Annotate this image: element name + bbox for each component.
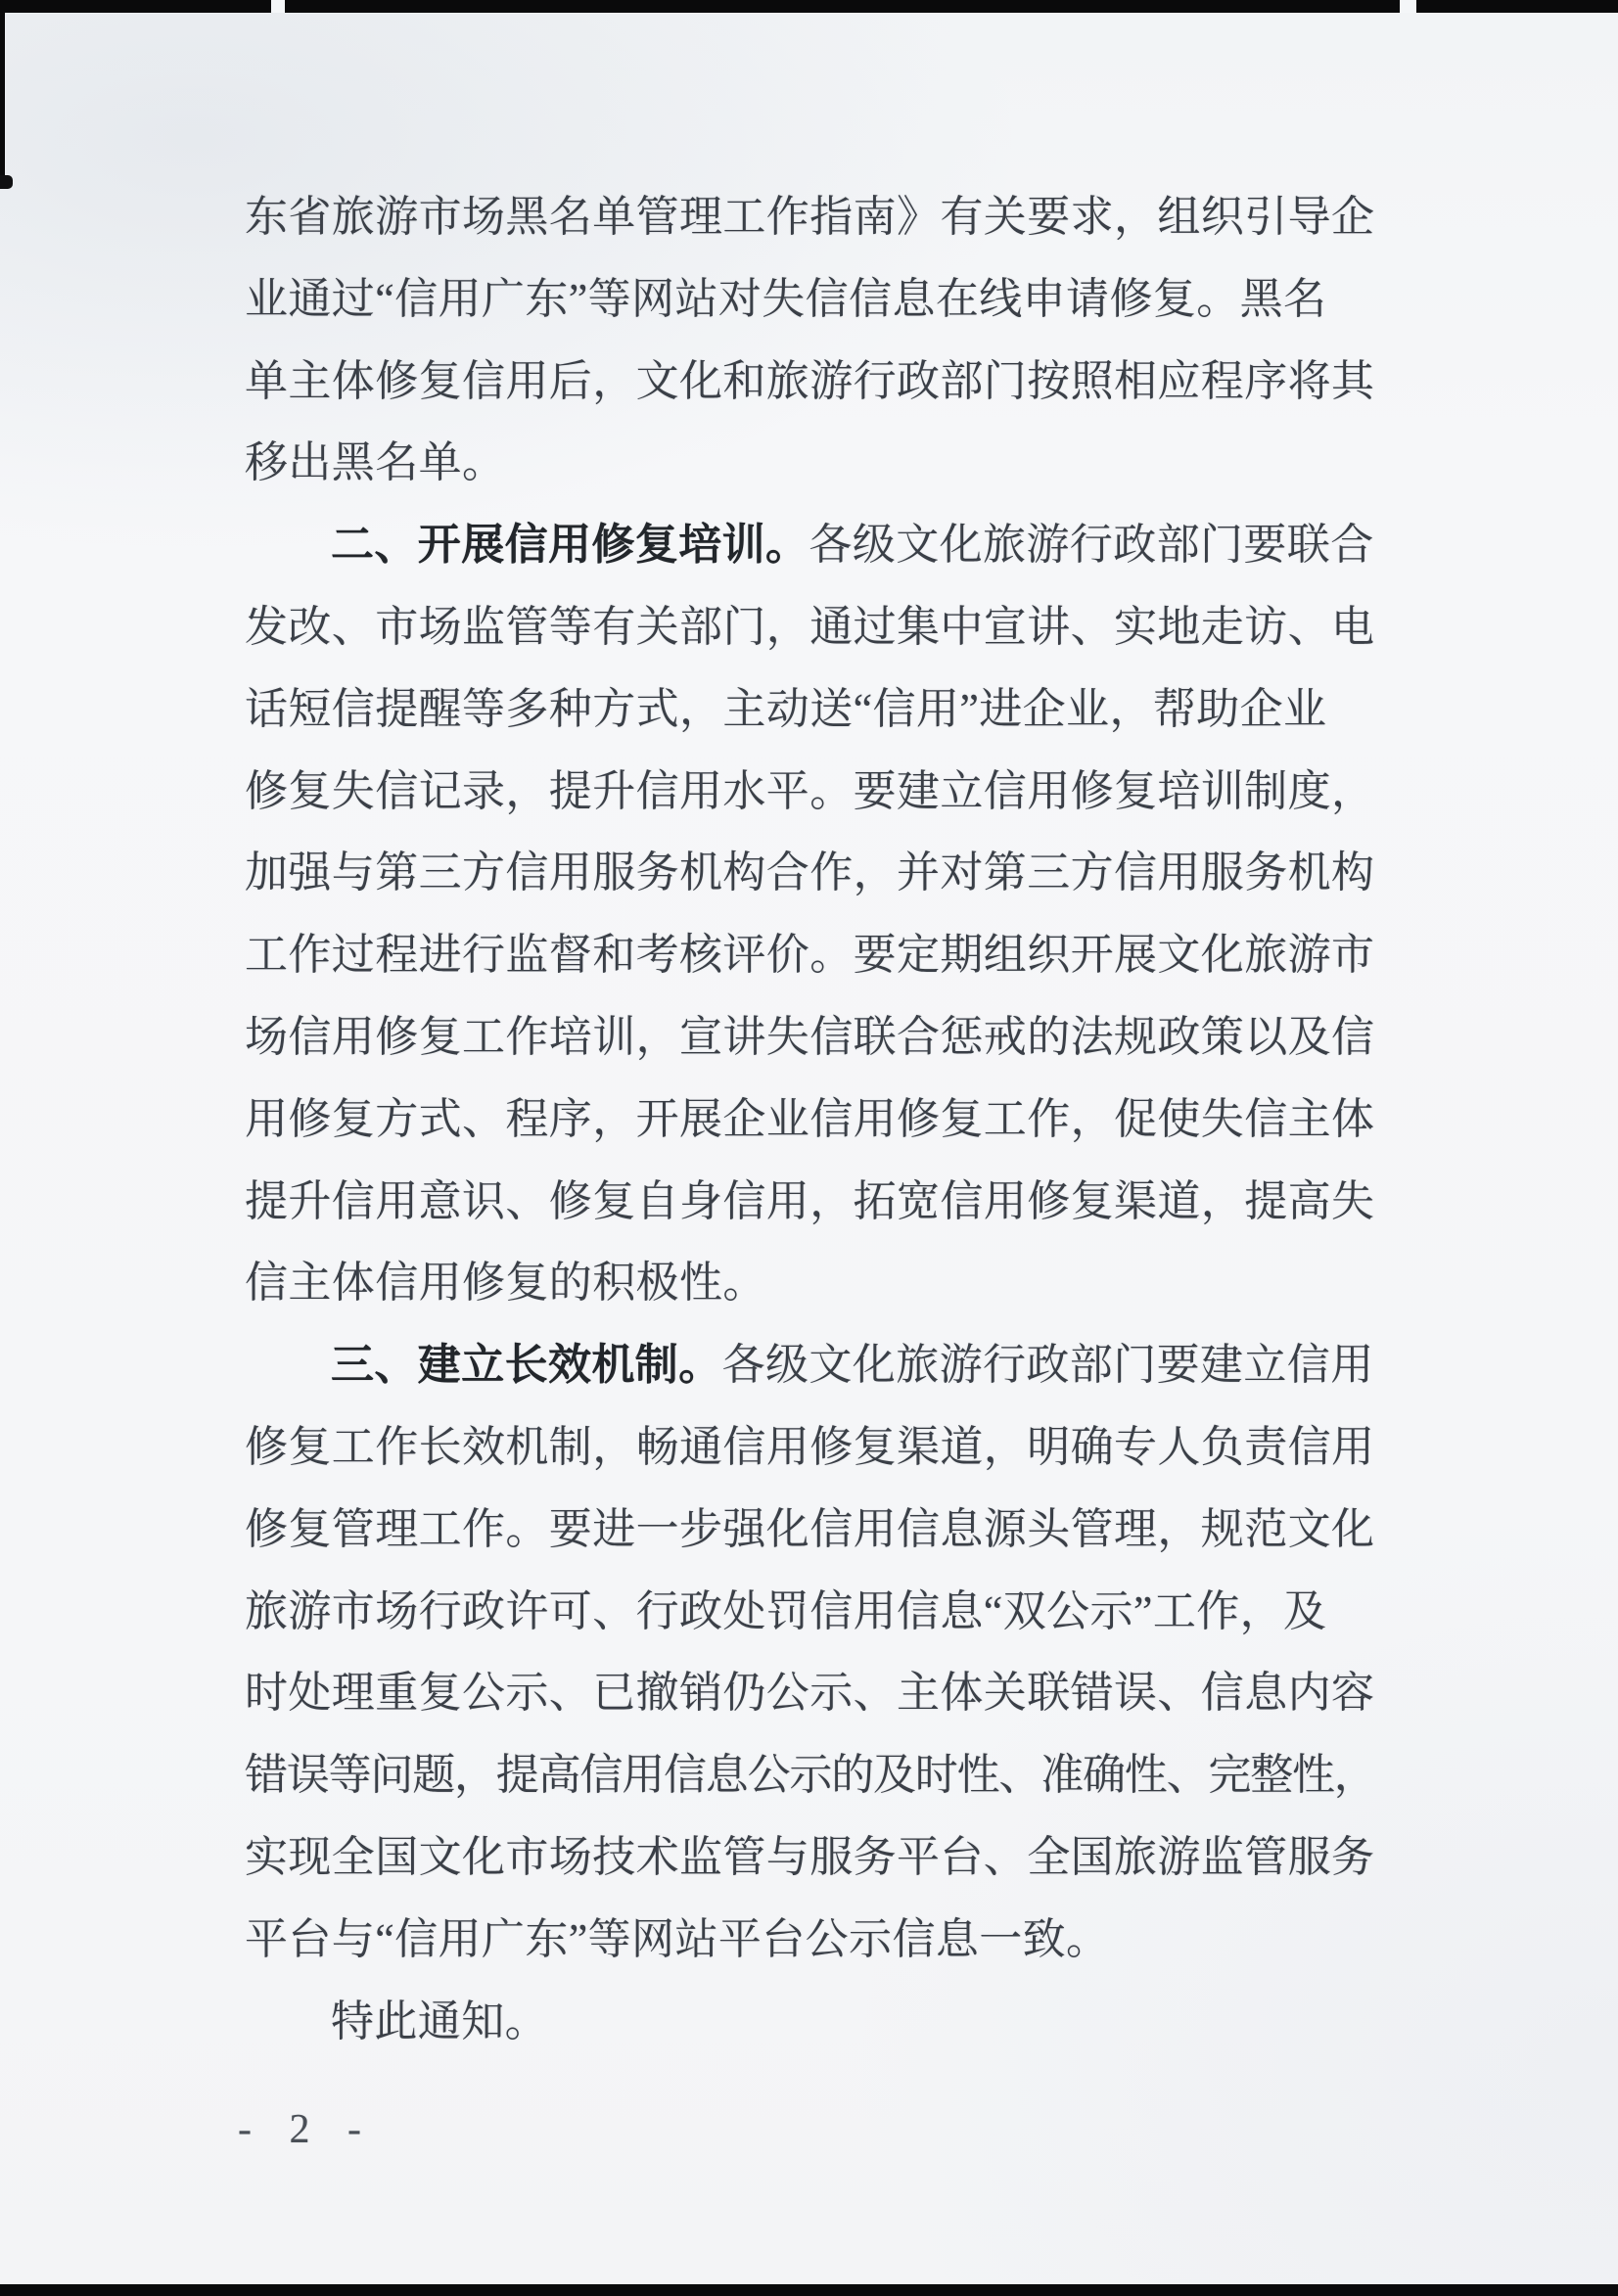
- scan-artifact-left-mark: [0, 175, 13, 189]
- scan-artifact-top-notch: [271, 0, 285, 13]
- document-line: 用修复方式、程序，开展企业信用修复工作，促使失信主体: [245, 1094, 1375, 1143]
- document-line: 修复管理工作。要进一步强化信用信息源头管理，规范文化: [245, 1504, 1375, 1553]
- page-number: - 2 -: [238, 2107, 367, 2152]
- closing-line: 特此通知。: [331, 1997, 548, 2045]
- document-line: 工作过程进行监督和考核评价。要定期组织开展文化旅游市: [245, 931, 1375, 980]
- document-line: 话短信提醒等多种方式，主动送“信用”进企业，帮助企业: [245, 684, 1327, 733]
- document-line: 提升信用意识、修复自身信用，拓宽信用修复渠道，提高失: [245, 1176, 1375, 1225]
- document-line: 单主体修复信用后，文化和旅游行政部门按照相应程序将其: [245, 356, 1375, 405]
- document-line: 东省旅游市场黑名单管理工作指南》有关要求，组织引导企: [245, 193, 1375, 241]
- document-line: 时处理重复公示、已撤销仍公示、主体关联错误、信息内容: [245, 1669, 1375, 1718]
- document-line: 信主体信用修复的积极性。: [245, 1259, 766, 1308]
- document-line: 实现全国文化市场技术监管与服务平台、全国旅游监管服务: [245, 1832, 1375, 1881]
- line-text: 各级文化旅游行政部门要建立信用: [721, 1341, 1374, 1390]
- scan-artifact-left-edge: [0, 0, 5, 188]
- line-text: 各级文化旅游行政部门要联合: [809, 521, 1374, 570]
- document-line: [245, 1324, 1410, 1406]
- document-body: [245, 176, 1410, 2062]
- document-line: 移出黑名单。: [245, 438, 506, 487]
- document-line: 业通过“信用广东”等网站对失信信息在线申请修复。黑名: [245, 274, 1327, 323]
- document-line: 发改、市场监管等有关部门，通过集中宣讲、实地走访、电: [245, 602, 1375, 651]
- document-line: 修复失信记录，提升信用水平。要建立信用修复培训制度，: [245, 766, 1375, 815]
- scan-artifact-top-edge: [0, 0, 1618, 13]
- document-line: 旅游市场行政许可、行政处罚信用信息“双公示”工作，及: [245, 1586, 1327, 1635]
- section-2-heading: 二、开展信用修复培训。: [331, 521, 809, 570]
- scan-artifact-top-notch: [1400, 0, 1416, 13]
- document-line: 加强与第三方信用服务机构合作，并对第三方信用服务机构: [245, 849, 1375, 897]
- scan-artifact-bottom-edge: [0, 2284, 1618, 2296]
- document-line: 修复工作长效机制，畅通信用修复渠道，明确专人负责信用: [245, 1422, 1375, 1471]
- section-3-heading: 三、建立长效机制。: [331, 1341, 722, 1390]
- document-line: [245, 504, 1410, 586]
- document-line: 场信用修复工作培训，宣讲失信联合惩戒的法规政策以及信: [245, 1012, 1375, 1061]
- document-line: 平台与“信用广东”等网站平台公示信息一致。: [245, 1914, 1110, 1963]
- document-line: 错误等问题，提高信用信息公示的及时性、准确性、完整性，: [245, 1751, 1376, 1800]
